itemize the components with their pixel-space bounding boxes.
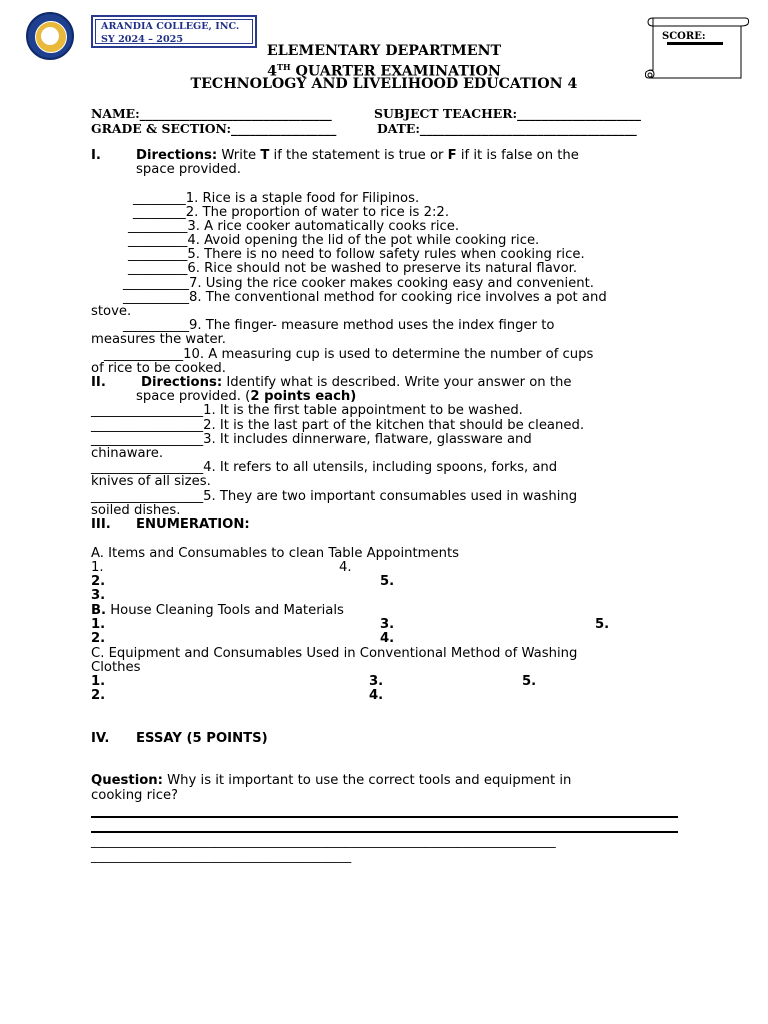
enum-c-2[interactable]: 2. [91, 688, 106, 703]
enum-c-3[interactable]: 3. [369, 674, 384, 689]
score-label: SCORE: [662, 31, 706, 42]
enum-b-1[interactable]: 1. [91, 617, 106, 632]
grade-section-field[interactable]: GRADE & SECTION:_________________ [91, 121, 337, 136]
tf-item[interactable]: _________5. There is no need to follow safety rules when cooking rice. [128, 247, 585, 262]
essay-answer-line[interactable]: ___________________________________________________________________________ [91, 833, 556, 848]
tf-item[interactable]: __________9. The finger- measure method uses the index finger to [123, 318, 555, 333]
tf-item[interactable]: ________1. Rice is a staple food for Filipinos. [133, 191, 420, 206]
part2-directions-line2: space provided. (2 points each) [136, 389, 357, 404]
essay-answer-line[interactable]: __________________________________________ [91, 848, 352, 863]
enum-a-3[interactable]: 3. [91, 588, 106, 603]
enum-a-4[interactable]: 4. [339, 560, 352, 575]
tf-item[interactable]: _________3. A rice cooker automatically cooks rice. [128, 219, 460, 234]
identify-item-continued: chinaware. [91, 446, 164, 461]
tf-item[interactable]: _________6. Rice should not be washed to preserve its natural flavor. [128, 261, 578, 276]
tf-item[interactable]: __________7. Using the rice cooker makes cooking easy and convenient. [123, 276, 594, 291]
date-field[interactable]: DATE:___________________________________ [377, 121, 637, 136]
name-field[interactable]: NAME:_______________________________ [91, 106, 332, 121]
essay-question-line2: cooking rice? [91, 788, 179, 803]
tf-item[interactable]: ____________10. A measuring cup is used to determine the number of cups [104, 347, 594, 362]
enum-a-2[interactable]: 2. [91, 574, 106, 589]
tf-item[interactable]: __________8. The conventional method for cooking rice involves a pot and [123, 290, 607, 305]
tf-item-continued: measures the water. [91, 332, 226, 347]
identify-item[interactable]: _________________1. It is the first table appointment to be washed. [91, 403, 523, 418]
enum-c-title-line2: Clothes [91, 660, 141, 675]
school-name: ARANDIA COLLEGE, INC. [101, 21, 240, 32]
enum-a-5[interactable]: 5. [380, 574, 395, 589]
enum-b-5[interactable]: 5. [595, 617, 610, 632]
identify-item[interactable]: _________________5. They are two important consumables used in washing [91, 489, 578, 504]
enum-c-title: C. Equipment and Consumables Used in Conventional Method of Washing [91, 646, 578, 661]
enum-a-1[interactable]: 1. [91, 560, 104, 575]
part3-title: ENUMERATION: [136, 517, 250, 532]
enum-a-title: A. Items and Consumables to clean Table Appointments [91, 546, 460, 561]
exam-title: 4TH QUARTER EXAMINATION [267, 62, 501, 80]
essay-question: Question: Why is it important to use the correct tools and equipment in [91, 773, 572, 788]
identify-item[interactable]: _________________4. It refers to all utensils, including spoons, forks, and [91, 460, 558, 475]
tf-item[interactable]: _________4. Avoid opening the lid of the pot while cooking rice. [128, 233, 540, 248]
tf-item-continued: of rice to be cooked. [91, 361, 226, 376]
enum-c-4[interactable]: 4. [369, 688, 384, 703]
enum-b-3[interactable]: 3. [380, 617, 395, 632]
identify-item-continued: soiled dishes. [91, 503, 181, 518]
part2-number: II. [91, 375, 106, 390]
identify-item[interactable]: _________________2. It is the last part of the kitchen that should be cleaned. [91, 418, 585, 433]
part1-directions-line2: space provided. [136, 162, 241, 177]
part1-number: I. [91, 148, 101, 163]
part4-title: ESSAY (5 POINTS) [136, 731, 268, 746]
enum-b-2[interactable]: 2. [91, 631, 106, 646]
enum-b-title: B. House Cleaning Tools and Materials [91, 603, 344, 618]
enum-c-5[interactable]: 5. [522, 674, 537, 689]
school-year: SY 2024 – 2025 [101, 34, 183, 45]
enum-c-1[interactable]: 1. [91, 674, 106, 689]
tf-item[interactable]: ________2. The proportion of water to rice is 2:2. [133, 205, 450, 220]
part4-number: IV. [91, 731, 110, 746]
identify-item[interactable]: _________________3. It includes dinnerware, flatware, glassware and [91, 432, 532, 447]
essay-answer-line[interactable] [91, 816, 678, 818]
part1-directions: Directions: Write T if the statement is true or F if it is false on the [136, 148, 579, 163]
part2-directions: Directions: Identify what is described. Write your answer on the [141, 375, 572, 390]
department-title: ELEMENTARY DEPARTMENT [266, 43, 502, 59]
part3-number: III. [91, 517, 111, 532]
enum-b-4[interactable]: 4. [380, 631, 395, 646]
subject-title: TECHNOLOGY AND LIVELIHOOD EDUCATION 4 [190, 76, 578, 92]
tf-item-continued: stove. [91, 304, 132, 319]
identify-item-continued: knives of all sizes. [91, 474, 211, 489]
teacher-field[interactable]: SUBJECT TEACHER:____________________ [374, 106, 641, 121]
